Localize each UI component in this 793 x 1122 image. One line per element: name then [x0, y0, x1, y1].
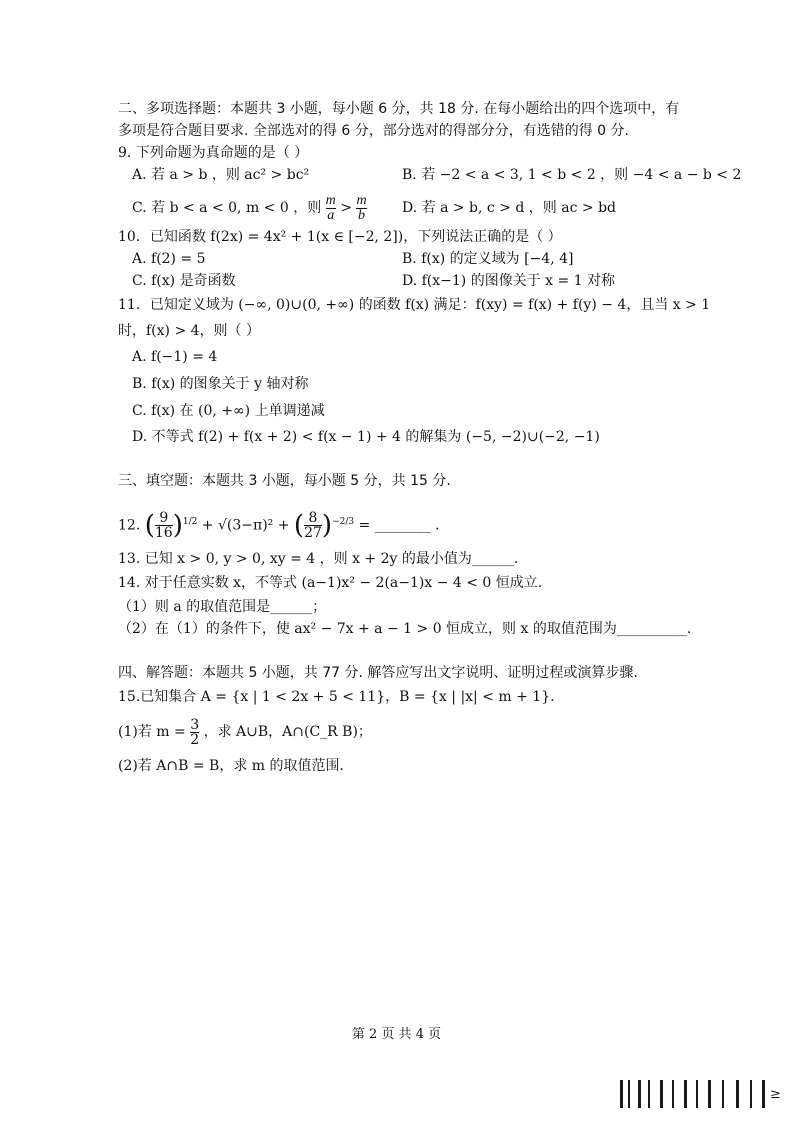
q9-option-c-text: C. 若 b < a < 0, m < 0 ，则 [132, 200, 322, 216]
section-3-title: 三、填空题：本题共 3 小题，每小题 5 分，共 15 分. [118, 473, 451, 489]
section-2-line-2: 多项是符合题目要求. 全部选对的得 6 分，部分选对的得部分分，有选错的得 0 分. [118, 123, 629, 139]
q12-exponent-1: 1/2 [182, 517, 198, 527]
q9-option-b: B. 若 −2 < a < 3, 1 < b < 2 ，则 −4 < a − b < 2 [402, 167, 742, 183]
q14-part-1: （1）则 a 的取值范围是______； [118, 599, 327, 615]
q12-expression: 12. ( $\frac{9}{16}$ )$^{1/2}$ + √(3−π)² + ( $\frac{8}{27}$ )$^{-2/3}$ = ________ . [118, 510, 440, 542]
q15-fraction: $\frac{3}{2}$ [190, 716, 200, 748]
q10-option-c: C. f(x) 是奇函数 [132, 273, 236, 289]
q12-radical: + √(3−π)² + [201, 517, 290, 534]
q9-fraction-1: $\frac{m}{a}$ [325, 192, 336, 223]
q15-part-1 [118, 714, 372, 750]
q11-option-d: D. 不等式 f(2) + f(x + 2) < f(x − 1) + 4 的解集为 (−5, −2)∪(−2, −1) [132, 429, 600, 445]
scan-edge-artifact [556, 1080, 782, 1108]
q11-stem-line-2: 时，f(x) > 4，则（ ） [118, 323, 260, 339]
q15-part-1-prefix: (1)若 m = [118, 724, 186, 740]
q9-option-d: D. 若 a > b, c > d ，则 ac > bd [402, 200, 616, 216]
q15-part-2: (2)若 A∩B = B，求 m 的取值范围. [118, 758, 344, 774]
q10-option-d: D. f(x−1) 的图像关于 x = 1 对称 [402, 273, 616, 289]
q9-relation: > [340, 200, 352, 216]
q13-text: 13. 已知 x > 0, y > 0, xy = 4 ，则 x + 2y 的最小值为______. [118, 551, 519, 567]
q11-option-c: C. f(x) 在 (0, +∞) 上单调递减 [132, 403, 325, 419]
corner-mark: ≥ [770, 1087, 781, 1102]
q11-option-a: A. f(−1) = 4 [132, 349, 218, 365]
q9-option-a: A. 若 a > b ，则 ac² > bc² [132, 167, 310, 183]
section-2-line-1: 二、多项选择题：本题共 3 小题，每小题 6 分，共 18 分. 在每小题给出的四个选项中，有 [118, 101, 680, 117]
q12-label: 12. [118, 517, 141, 534]
q10-option-a: A. f(2) = 5 [132, 251, 206, 267]
q9-option-c [132, 190, 367, 226]
q9-fraction-2: $\frac{m}{b}$ [356, 192, 367, 223]
q12-fraction-1: $\frac{9}{16}$ [154, 510, 173, 542]
q9-stem: 9. 下列命题为真命题的是（ ） [118, 145, 309, 161]
q15-stem: 15.已知集合 A = {x | 1 < 2x + 5 < 11}，B = {x | |x| < m + 1}. [118, 689, 555, 705]
q12-fraction-2: $\frac{8}{27}$ [304, 510, 322, 542]
q12-answer-blank: = ________ . [358, 517, 440, 534]
q14-part-2: （2）在（1）的条件下，使 ax² − 7x + a − 1 > 0 恒成立，则 x 的取值范围为__________. [118, 621, 692, 637]
page-number: 第 2 页 共 4 页 [351, 1027, 442, 1042]
q10-stem: 10．已知函数 f(2x) = 4x² + 1(x ∈ [−2, 2])，下列说法正确的是（ ） [118, 229, 562, 245]
q12-exponent-2: −2/3 [332, 517, 355, 527]
q10-option-b: B. f(x) 的定义域为 [−4, 4] [402, 251, 574, 267]
q11-stem-line-1: 11．已知定义域为 (−∞, 0)∪(0, +∞) 的函数 f(x) 满足：f(xy) = f(x) + f(y) − 4，且当 x > 1 [118, 297, 711, 313]
q15-part-1-suffix: ，求 A∪B，A∩(C_R B)； [203, 724, 372, 740]
section-4-title: 四、解答题：本题共 5 小题，共 77 分. 解答应写出文字说明、证明过程或演算步骤. [118, 665, 638, 681]
q11-option-b: B. f(x) 的图象关于 y 轴对称 [132, 376, 309, 392]
q14-stem: 14. 对于任意实数 x，不等式 (a−1)x² − 2(a−1)x − 4 < 0 恒成立. [118, 575, 543, 591]
